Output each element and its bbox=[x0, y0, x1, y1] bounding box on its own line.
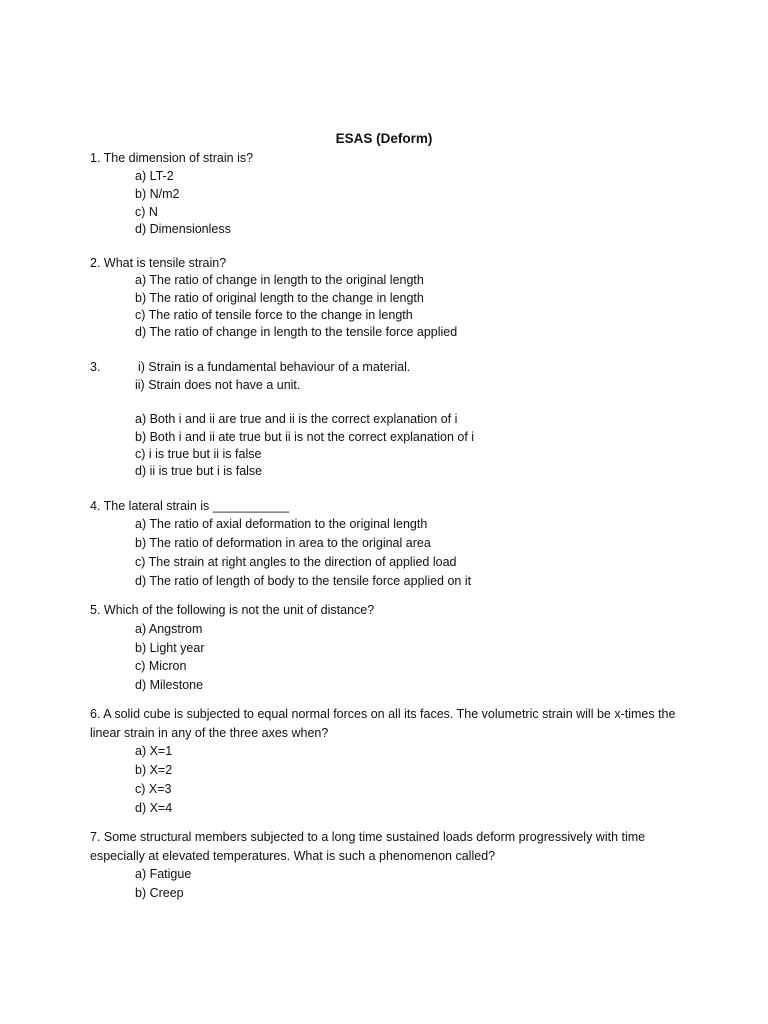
question-3-option-c: c) i is true but ii is false bbox=[135, 447, 262, 461]
question-1-text: 1. The dimension of strain is? bbox=[90, 151, 254, 165]
question-1-option-d: d) Dimensionless bbox=[135, 222, 231, 236]
question-6-option-b: b) X=2 bbox=[135, 763, 173, 777]
question-3-statement-ii: ii) Strain does not have a unit. bbox=[135, 378, 301, 392]
question-6-text: 6. A solid cube is subjected to equal normal forces on all its faces. The volumetric strain will be x-times the linear strain in any of the three axes when? bbox=[90, 707, 676, 740]
question-3-option-b: b) Both i and ii ate true but ii is not the correct explanation of i bbox=[135, 430, 475, 444]
question-2-text: 2. What is tensile strain? bbox=[90, 256, 227, 270]
question-6-option-a: a) X=1 bbox=[135, 744, 173, 758]
question-1-option-b: b) N/m2 bbox=[135, 187, 180, 201]
question-4-option-c: c) The strain at right angles to the direction of applied load bbox=[135, 555, 457, 569]
question-4-option-a: a) The ratio of axial deformation to the original length bbox=[135, 517, 428, 531]
question-4-option-d: d) The ratio of length of body to the tensile force applied on it bbox=[135, 574, 472, 588]
question-3-number: 3. bbox=[90, 360, 101, 374]
question-7-text: 7. Some structural members subjected to a long time sustained loads deform progressively with time especially at elevated temperatures. What is such a phenomenon called? bbox=[90, 830, 646, 863]
question-4-option-b: b) The ratio of deformation in area to the original area bbox=[135, 536, 431, 550]
question-2-option-c: c) The ratio of tensile force to the change in length bbox=[135, 308, 413, 322]
question-5-option-a: a) Angstrom bbox=[135, 622, 203, 636]
question-3-option-d: d) ii is true but i is false bbox=[135, 464, 263, 478]
question-5-option-b: b) Light year bbox=[135, 641, 205, 655]
question-6-option-c: c) X=3 bbox=[135, 782, 172, 796]
document-title: ESAS (Deform) bbox=[335, 131, 433, 146]
question-1-option-a: a) LT-2 bbox=[135, 169, 174, 183]
question-2-option-b: b) The ratio of original length to the change in length bbox=[135, 291, 424, 305]
question-2-option-d: d) The ratio of change in length to the tensile force applied bbox=[135, 325, 458, 339]
question-5-text: 5. Which of the following is not the unit of distance? bbox=[90, 603, 375, 617]
question-7-option-b: b) Creep bbox=[135, 886, 184, 900]
question-3-statement-i: i) Strain is a fundamental behaviour of a material. bbox=[138, 360, 411, 374]
question-1-option-c: c) N bbox=[135, 205, 158, 219]
question-2-option-a: a) The ratio of change in length to the original length bbox=[135, 273, 424, 287]
question-5-option-d: d) Milestone bbox=[135, 678, 204, 692]
question-7-option-a: a) Fatigue bbox=[135, 867, 192, 881]
question-6-option-d: d) X=4 bbox=[135, 801, 173, 815]
question-3-option-a: a) Both i and ii are true and ii is the correct explanation of i bbox=[135, 412, 458, 426]
question-5-option-c: c) Micron bbox=[135, 659, 187, 673]
question-4-text: 4. The lateral strain is ___________ bbox=[90, 499, 290, 513]
